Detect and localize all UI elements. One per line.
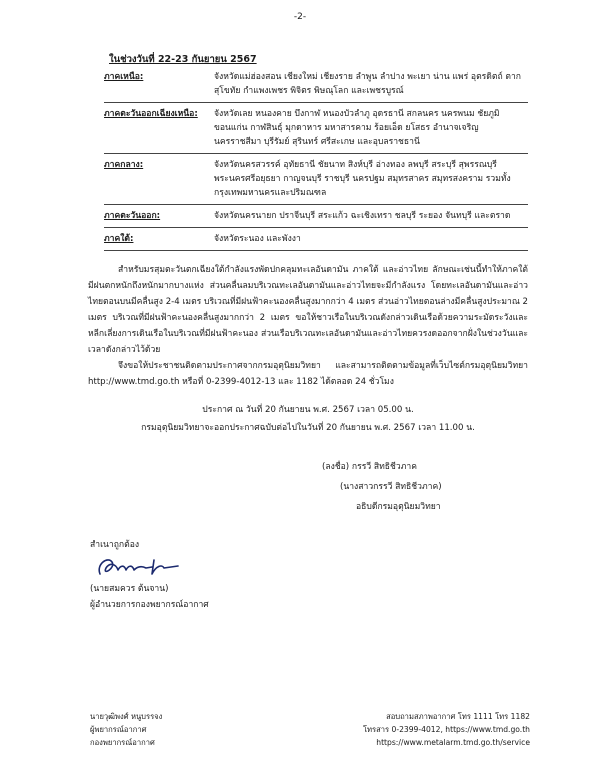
footer-contact-service-link[interactable]: https://www.metalarm.tmd.go.th/service bbox=[376, 738, 530, 747]
handwritten-signature bbox=[94, 554, 184, 580]
region-row bbox=[104, 154, 528, 205]
region-row bbox=[104, 103, 528, 154]
region-provinces: จังหวัดแม่ฮ่องสอน เชียงใหม่ เชียงราย ลำพูน ลำปาง พะเยา น่าน แพร่ อุตรดิตถ์ ตาก สุโขทัย กำแพงเพชร พิจิตร พิษณุโลก และเพชรบูรณ์ bbox=[208, 66, 528, 103]
footer-preparer-name: นายวุฒิพงศ์ หนูบรรจง bbox=[90, 712, 163, 721]
certified-title: ผู้อำนวยการกองพยากรณ์อากาศ bbox=[90, 600, 209, 610]
monsoon-paragraph: สำหรับมรสุมตะวันตกเฉียงใต้กำลังแรงพัดปกคลุมทะเลอันดามัน ภาคใต้ และอ่าวไทย ลักษณะเช่นนี้ทำให้ภาคใต้มีฝนตกหนักถึงหนักมากบางแห่ง ส่วนคลื่นลมบริเวณทะเลอันดามันและอ่าวไทยจะมีกำลังแรง โดยทะเลอันดามันและอ่าวไทยตอนบนมีคลื่นสูง 2-4 เมตร บริเวณที่มีฝนฟ้าคะนองคลื่นสูงมากกว่า 4 เมตร ส่วนอ่าวไทยตอนล่างมีคลื่นสูงประมาณ 2 เมตร บริเวณที่มีฝนฟ้าคะนองคลื่นสูงมากกว่า 2 เมตร ขอให้ชาวเรือในบริเวณดังกล่าวเดินเรือด้วยความระมัดระวังและหลีกเลี่ยงการเดินเรือในบริเวณที่มีฝนฟ้าคะนอง ส่วนเรือบริเวณทะเลอันดามันและอ่าวไทยควรงดออกจากฝั่งในช่วงวันและเวลาดังกล่าวไว้ด้วย bbox=[88, 265, 528, 355]
footer-contact bbox=[363, 710, 530, 749]
region-name: ภาคใต้: bbox=[104, 228, 208, 251]
signatory-title: อธิบดีกรมอุตุนิยมวิทยา bbox=[356, 502, 441, 512]
footer-contact-fax-link[interactable]: โทรสาร 0-2399-4012, https://www.tmd.go.th bbox=[362, 725, 530, 734]
region-table bbox=[104, 66, 528, 251]
certified-name: (นายสมควร ต้นจาน) bbox=[90, 584, 169, 594]
signatory-signed: (ลงชื่อ) กรรวี สิทธิชีวภาค bbox=[322, 462, 417, 472]
region-name: ภาคตะวันออก: bbox=[104, 205, 208, 228]
footer-preparer-role: ผู้พยากรณ์อากาศ bbox=[90, 725, 147, 734]
region-provinces: จังหวัดนครสวรรค์ อุทัยธานี ชัยนาท สิงห์บุรี อ่างทอง ลพบุรี สระบุรี สุพรรณบุรี พระนครศรีอยุธยา กาญจนบุรี ราชบุรี นครปฐม สมุทรสาคร สมุทรสงคราม รวมทั้ง กรุงเทพมหานครและปริมณฑล bbox=[208, 154, 528, 205]
region-name: ภาคกลาง: bbox=[104, 154, 208, 205]
region-row bbox=[104, 205, 528, 228]
certified-label: สำเนาถูกต้อง bbox=[90, 540, 140, 550]
section-title: ในช่วงวันที่ 22-23 กันยายน 2567 bbox=[109, 54, 257, 65]
region-name: ภาคเหนือ: bbox=[104, 66, 208, 103]
region-row bbox=[104, 228, 528, 251]
region-name: ภาคตะวันออกเฉียงเหนือ: bbox=[104, 103, 208, 154]
footer-preparer-dept: กองพยากรณ์อากาศ bbox=[90, 738, 155, 747]
region-provinces: จังหวัดเลย หนองคาย บึงกาฬ หนองบัวลำภู อุดรธานี สกลนคร นครพนม ชัยภูมิ ขอนแก่น กาฬสินธุ์ มุกดาหาร มหาสารคาม ร้อยเอ็ด ยโสธร อำนาจเจริญ นครราชสีมา บุรีรัมย์ สุรินทร์ ศรีสะเกษ และอุบลราชธานี bbox=[208, 103, 528, 154]
page-number: -2- bbox=[293, 12, 307, 22]
region-provinces: จังหวัดนครนายก ปราจีนบุรี สระแก้ว ฉะเชิงเทรา ชลบุรี ระยอง จันทบุรี และตราด bbox=[208, 205, 528, 228]
footer-contact-phone: สอบถามสภาพอากาศ โทร 1111 โทร 1182 bbox=[386, 712, 530, 721]
signatory-full-name: (นางสาวกรรวี สิทธิชีวภาค) bbox=[340, 482, 442, 492]
region-row bbox=[104, 66, 528, 103]
next-issue-line: กรมอุตุนิยมวิทยาจะออกประกาศฉบับต่อไปในวันที่ 20 กันยายน พ.ศ. 2567 เวลา 11.00 น. bbox=[141, 423, 475, 433]
announced-line: ประกาศ ณ วันที่ 20 กันยายน พ.ศ. 2567 เวลา 05.00 น. bbox=[202, 405, 414, 415]
advisory-paragraph: จึงขอให้ประชาชนติดตามประกาศจากกรมอุตุนิยมวิทยา และสามารถติดตามข้อมูลที่เว็บไซต์กรมอุตุนิยมวิทยา http://www.tmd.go.th หรือที่ 0-2399-4012-13 และ 1182 ได้ตลอด 24 ชั่วโมง bbox=[88, 361, 528, 387]
footer-preparer bbox=[90, 710, 162, 749]
region-provinces: จังหวัดระนอง และพังงา bbox=[208, 228, 528, 251]
